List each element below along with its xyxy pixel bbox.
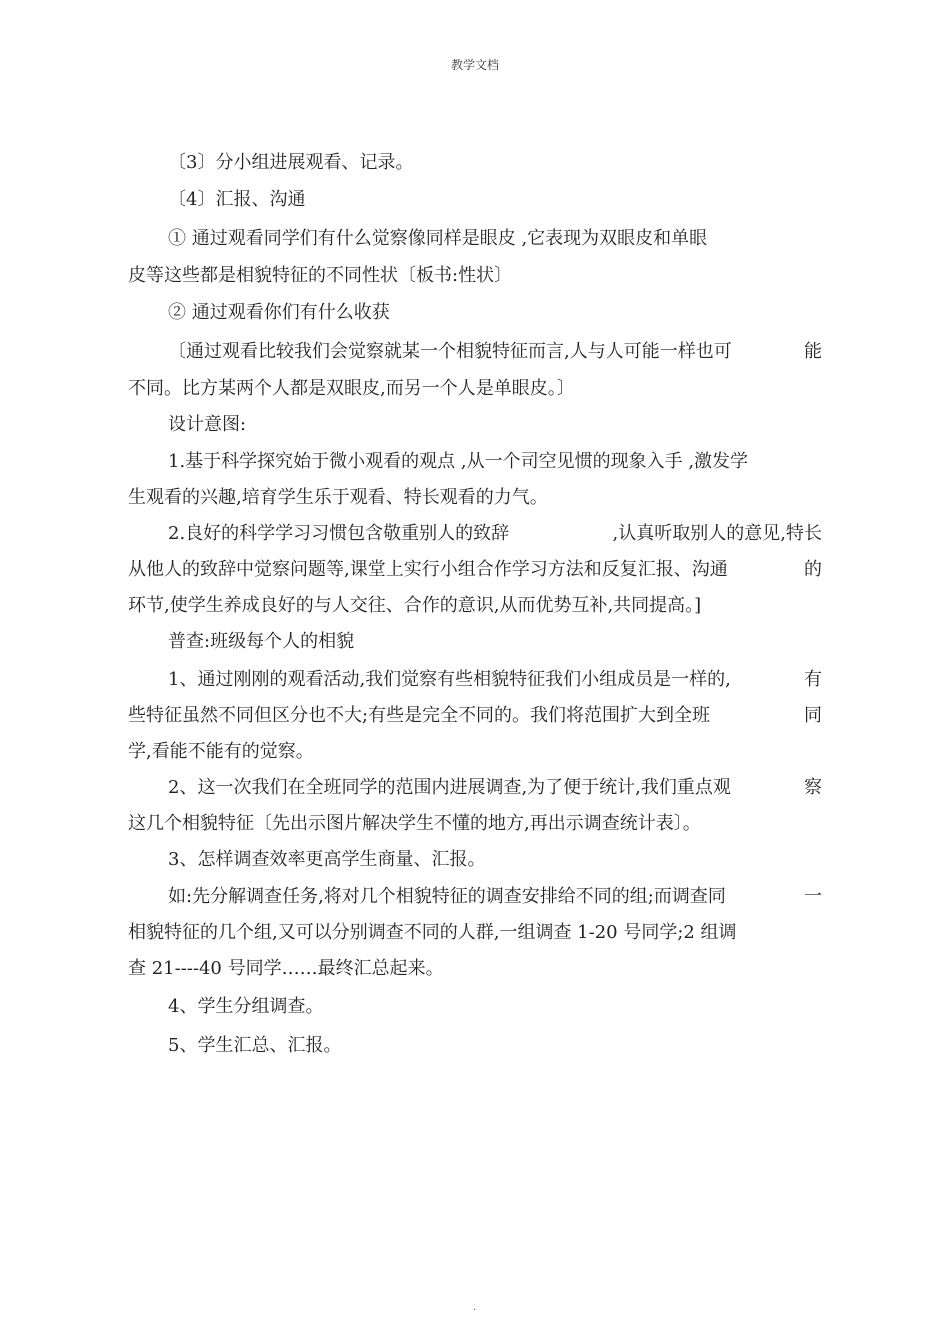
text-segment: 能 [804,341,822,362]
text-segment: 有 [804,669,822,690]
text-line: 5、学生汇总、汇报。 [168,1035,342,1056]
text-segment: 一 [804,886,822,907]
text-line: 环节,使学生养成良好的与人交往、合作的意识,从而优势互补,共同提高。] [128,595,702,616]
text-line [128,705,822,727]
text-line: ② 通过观看你们有什么收获 [168,302,390,323]
text-segment: 如:先分解调查任务,将对几个相貌特征的调查安排给不同的组;而调查同 [168,886,726,907]
text-line: 生观看的兴趣,培育学生乐于观看、特长观看的力气。 [128,487,548,508]
text-segment: 同 [804,705,822,726]
text-line: 设计意图: [168,414,247,435]
text-line: 学,看能不能有的觉察。 [128,741,314,762]
text-line: 皮等这些都是相貌特征的不同性状〔板书:性状〕 [128,265,513,286]
text-line: 相貌特征的几个组,又可以分别调查不同的人群,一组调查 1-20 号同学;2 组调 [128,922,737,943]
text-line: 〔3〕分小组进展观看、记录。 [168,152,414,173]
footer-mark: . [473,1302,477,1313]
text-segment: 察 [804,777,822,798]
text-segment: 的 [804,559,822,580]
text-line: 查 21----40 号同学……最终汇总起来。 [128,958,444,979]
text-segment: 2.良好的科学学习习惯包含敬重别人的致辞 [168,523,510,544]
document-header: 教学文档 [450,58,499,72]
text-line [168,886,822,908]
text-segment: ,认真听取别人的意见,特长 [612,523,822,544]
text-line [168,669,822,691]
text-line [168,777,822,799]
text-line [168,341,822,363]
text-line [128,559,822,581]
text-line: 〔4〕汇报、沟通 [168,189,306,210]
text-segment: 1、通过刚刚的观看活动,我们觉察有些相貌特征我们小组成员是一样的, [168,669,731,690]
text-line: 1.基于科学探究始于微小观看的观点 ,从一个司空见惯的现象入手 ,激发学 [168,451,749,472]
text-segment: 〔通过观看比较我们会觉察就某一个相貌特征而言,人与人可能一样也可 [168,341,732,362]
text-line [168,523,822,545]
text-line: 3、怎样调查效率更高学生商量、汇报。 [168,849,486,870]
text-line: ① 通过观看同学们有什么觉察像同样是眼皮 ,它表现为双眼皮和单眼 [168,228,708,249]
text-line: 4、学生分组调查。 [168,996,324,1017]
text-line: 普查:班级每个人的相貌 [168,631,355,652]
text-line: 这几个相貌特征〔先出示图片解决学生不懂的地方,再出示调查统计表〕。 [128,813,701,834]
text-segment: 2、这一次我们在全班同学的范围内进展调查,为了便于统计,我们重点观 [168,777,731,798]
text-segment: 些特征虽然不同但区分也不大;有些是完全不同的。我们将范围扩大到全班 [128,705,711,726]
text-segment: 从他人的致辞中觉察问题等,课堂上实行小组合作学习方法和反复汇报、沟通 [128,559,728,580]
text-line: 不同。比方某两个人都是双眼皮,而另一个人是单眼皮。〕 [128,378,575,399]
